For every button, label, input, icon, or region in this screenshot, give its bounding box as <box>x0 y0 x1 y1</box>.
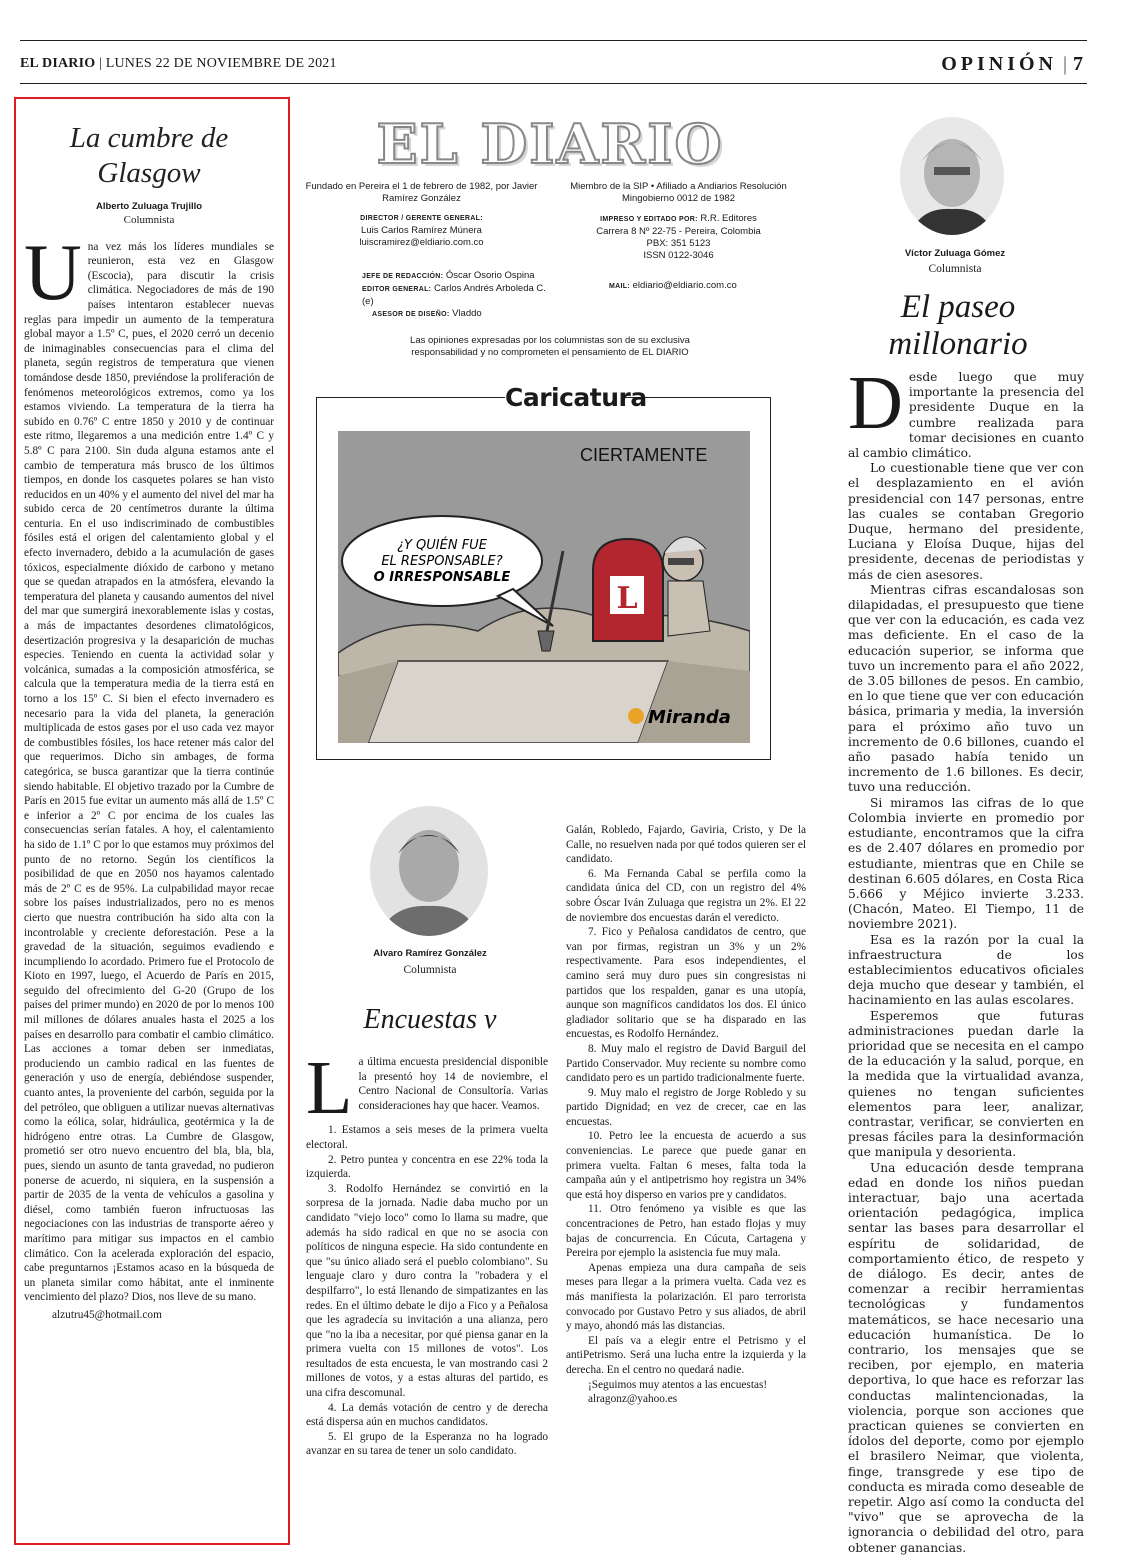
mail-block <box>553 270 800 321</box>
masthead-credits <box>300 181 800 270</box>
middle-paragraph-text: a última encuesta presidencial disponible la presentó hoy 14 de noviembre, el Centro Nacional de Consultoría. Varias consideraciones hay que hacer. Veamos. <box>358 1056 548 1112</box>
author-portrait-right <box>900 117 1004 235</box>
middle-paragraph: 11. Otro fenómeno ya visible es que las concentraciones de Petro, han estado flojas y muy bajas de concurrencia. En Cúcuta, Cartagena y Pereira por ejemplo la asistencia fue muy mala. <box>566 1203 806 1260</box>
left-article <box>14 97 290 1545</box>
middle-paragraph: 6. Ma Fernanda Cabal se perfila como la candidata única del CD, con un registro del 4% sobre Óscar Iván Zuluaga que registra un 2%. El 22 de noviembre dos encuestas darán el veredicto. <box>566 867 806 924</box>
printer-name: R.R. Editores <box>700 213 757 224</box>
bubble-line-1: ¿Y QUIÉN FUE <box>397 538 487 553</box>
header-rule <box>20 83 1087 84</box>
right-article-role: Columnista <box>928 263 982 275</box>
header-divider: | <box>99 56 106 71</box>
peeking-man-body <box>668 581 710 636</box>
cartoon-caption: CIERTAMENTE <box>580 445 708 465</box>
right-paragraph: Si miramos las cifras de lo que Colombia invierte en promedio por estudiante, encontramos que la cifra es de 2.407 dólares en promedio por estudiante, mientras que en Chile se destinan 6.605 dólares, en Costa Rica 5.666 y Méjico invierte 3.233.(Chacón, Mateo. El Tiempo, 11 de noviembre 2021). <box>848 795 1084 932</box>
issue-date: LUNES 22 DE NOVIEMBRE DE 2021 <box>105 56 337 71</box>
mail-value: eldiario@eldiario.com.co <box>632 280 737 291</box>
peeking-man-glasses <box>668 558 694 565</box>
director-name: Luis Carlos Ramírez Múnera <box>361 225 482 236</box>
right-paragraph: Mientras cifras escandalosas son dilapidadas, el presupuesto que tiene que ver con la educación, es cada vez mas deficiente. En el caso de la educación superior, se informa que tuvo un incremento para el año 2022, de 3.05 billones de pesos. En cambio, en lo que tiene que ver con educación básica, primaria y media, la inversión para el próximo año tuvo un incremento de 0.6 billones, cuando el año pasado había tenido un incremento de 1.6 billones. Es decir, tuvo una reducción. <box>848 582 1084 795</box>
middle-article-role: Columnista <box>403 964 457 976</box>
right-article-title: El paseo millonario <box>888 289 1028 362</box>
bubble-line-3: O IRRESPONSABLE <box>373 570 511 585</box>
member-note: Miembro de la SIP • Afiliado a Andiarios Resolución Mingobierno 0012 de 1982 <box>570 181 787 204</box>
right-article-body <box>848 361 1084 1556</box>
middle-paragraph: 3. Rodolfo Hernández se convirtió en la sorpresa de la jornada. Nadie daba mucho por un candidato "viejo loco" como lo llama su madre, que además ha sido radical en que no se asocia con políticos de ninguna especie. Ha sido contundente en que "su único aliado será el pueblo colombiano". Su lenguaje claro y duro contra la "robadera y el despilfarro", lo está llenando de simpatizantes en las redes. En el último debate le dijo a Fico y a Peñalosa que les agradecía su invitación a una alianza, pero que "no la iba a necesitar, por qué piensa ganar en la primera vuelta con 15 millones de votos". Los resultados de esta encuesta, le van mostrando casi 2 millones de votos, y a estas alturas del partido, es una cifra descomunal. <box>306 1182 548 1400</box>
editor-block <box>300 270 553 321</box>
printer-address: Carrera 8 Nº 22-75 - Pereira, Colombia <box>596 226 761 237</box>
right-paragraph: Esa es la razón por la cual la infraestructura de los establecimientos educativos oficiales deja mucho que desear y también, el hacinamiento en las aulas escolares. <box>848 932 1084 1008</box>
editor-value-0: Óscar Osorio Ospina <box>445 270 535 281</box>
middle-paragraph: 4. La demás votación de centro y de derecha está dispersa aún en muchos candidatos. <box>306 1401 548 1429</box>
author-portrait-middle <box>370 806 488 936</box>
left-article-text: na vez más los líderes mundiales se reunieron, esta vez en Glasgow (Escocia), para discutir la crisis climática. Negociadores de más de 190 países intentaron establecer nuevas reglas para impedir un aumento de la temperatura global mayor a 1.5º C, pues, el 2020 cerró un decenio de inimaginables consecuencias para el clima del planeta, según registros de temperatura que vienen tomándose desde 1850, previéndose la proliferación de fenómenos meteorológicos extremos, como ya los estamos viviendo. La temperatura de la tierra ha subido en 0.76º C entre 1850 y 2010 y de continuar este ritmo, llegaremos a una medición entre 1.4º C y 5.8º C para 2100. Sin duda alguna estamos ante el cambio de temperatura más brusco de los últimos tiempos, en donde los casquetes polares se han visto reducidos en un 40% y el aumento del nivel del mar ha subido cerca de 20 centímetros durante la última centuria. En el uso indiscriminado de combustibles fósiles está el origen del calentamiento global y el efecto invernadero, debido a la acumulación de gases tóxicos, especialmente dióxido de carbono y metano que se quedan atrapados en la atmósfera, elevando la temperatura del planeta y causando aumentos del nivel del mar que sumergirá inexorablemente islas y costas, a más de impactantes desordenes climatológicos, desertización progresiva y la desaparición de muchas especies. Teniendo en cuenta la actividad solar y volcánica, sumadas a la composición atmosférica, se calcula que la temperatura media de la tierra está en torno a los 15º C. Si bien el efecto invernadero es necesario para la vida del planeta, la generación multiplicada de estos gases por el uso cada vez mayor de combustibles fósiles, los hace retener más calor del que requerimos. Dicho sin ambages, de forma categórica, se busca garantizar que la tierra continúe siendo habitable. El objetivo trazado por la Cumbre de París en 2015 fue evitar un aumento más allá de 1.5º C e inferior a 2º C por encima de los cuales las consecuencias serían fatales. A hoy, el calentamiento ha sido de 1.1º C por lo que estamos muy próximos del punto de no retorno. Según los científicos la posibilidad de que en 2050 nos hayamos calentado más de 2º C es de 95%. La culpabilidad mayor recae sobre los países industrializados, pero no es menos cierto que nuestra contribución ha sido alta con la incontrolable y creciente deforestación. Pese a la gravedad de la situación, seguimos evadiendo e incumpliendo lo acordado. Primero fue el Protocolo de Kioto en 1997, luego, el Acuerdo de París en 2015, seguido del ofrecimiento del G-20 (Grupo de los países del primer mundo) en 2020 de por lo menos 100 mil millones de dólares anuales hasta el 2025 a los países en desarrollo para combatir el cambio climático. Las acciones a tomar deben ser inmediatas, produciendo un cambio radical en las fuentes de generación y uso de energía, debiéndose suspender, cuanto antes, la proveniente del carbón, seguida por la del petróleo, que obliguen a utilizar nuevas alternativas como la eólica, solar, hidráulica, geotérmica y la de hidrógeno entre otras. La Cumbre de Glasgow, prometió ser otro nuevo encuentro del bla, bla, bla, pues, siendo un asunto de tanta gravedad, no pudieron ponerse de acuerdo, ni siquiera, en la suspensión a partir de 2035 de la venta de vehículos a gasolina y diésel, como también fueron infructuosas las negociaciones con las industrias de transporte aéreo y marítimo para mitigar sus impactos en el cambio climático. Con la acelerada exploración del espacio, cabe preguntarnos ¡Estamos acaso en la búsqueda de un planeta similar como hábitat, ante el inminente vencimiento del plazo? Dios, nos lleve de su mano. <box>24 240 274 1304</box>
middle-paragraph: 9. Muy malo el registro de Jorge Robledo y su partido Dignidad; en vez de crecer, cae en las encuestas. <box>566 1086 806 1128</box>
editor-label-0: JEFE DE REDACCIÓN: <box>362 273 444 280</box>
middle-article-col2 <box>566 823 806 1407</box>
page-number: 7 <box>1073 53 1087 75</box>
editor-value-2: Vladdo <box>452 308 482 319</box>
middle-article-col1 <box>306 1046 548 1459</box>
right-paragraph: Una educación desde temprana edad en donde los niños puedan interactuar, bajo una acertada orientación pedagógica, implica sentar las bases para desarrollar el espíritu de solidaridad, de comportamiento ético, de respeto y de diálogo. Es decir, antes de comenzar a recibir herramientas tecnológicas y fundamentos matemáticos, se hace necesario una educación humanística. De lo contrario, los mensajes que se reciben, por ejemplo, en materia deportiva, lo que hace es reforzar las conductas malintencionadas, la violencia, porque son acciones que practican quienes se convierten en ídolos del deporte, como por ejemplo el brasilero Neimar, que violenta, finge, transgrede y ese tipo de conducta es mirada como deseable de repetir. Algo así como la conducta del "vivo" que se aprovecha de la ignorancia o debilidad del otro, para obtener ganancias. <box>848 1160 1084 1555</box>
right-paragraph-text: esde luego que muy importante la presencia del presidente Duque en la cumbre realizada para tomar decisiones en cuanto al cambio climático. <box>848 370 1084 461</box>
middle-paragraph: 8. Muy malo el registro de David Barguil del Partido Conservador. Muy reciente su nombre como candidato pero es un partido tradicionalmente fuerte. <box>566 1042 806 1085</box>
editor-row <box>300 270 800 321</box>
cartoon-illustration <box>338 431 750 743</box>
director-block <box>300 213 543 262</box>
middle-paragraph: Galán, Robledo, Fajardo, Gaviria, Cristo, y De la Calle, no resuelven nada por qué todos quieren ser el candidato. <box>566 824 806 866</box>
middle-paragraph: ¡Seguimos muy atentos a las encuestas! <box>588 1378 768 1391</box>
printer-label: IMPRESO Y EDITADO POR: <box>600 216 698 223</box>
cartoon-signature: Miranda <box>648 707 731 728</box>
middle-paragraph: 5. El grupo de la Esperanza no ha logrado avanzar en su tarea de tener un solo candidato. <box>306 1430 548 1458</box>
editor-value-1: Carlos Andrés Arboleda C. (e) <box>362 283 546 307</box>
section-header <box>941 53 1087 76</box>
founded-note: Fundado en Pereira el 1 de febrero de 1982, por Javier Ramírez González <box>305 181 538 204</box>
section-divider: | <box>1062 53 1067 75</box>
middle-paragraph: 2. Petro puntea y concentra en ese 22% toda la izquierda. <box>306 1153 548 1181</box>
middle-paragraph: El país va a elegir entre el Petrismo y el antiPetrismo. Será una lucha entre la izquierda y la derecha. En el centro no quedará nadie. <box>566 1334 806 1376</box>
right-article-dropcap: D <box>848 361 903 445</box>
middle-paragraph <box>306 1046 548 1130</box>
right-paragraph: Lo cuestionable tiene que ver con el desplazamiento en el avión presidencial con 147 personas, entre las cuales se contaban Gregorio Duque, hermano del presidente, Luciana y Eloísa Duque, hijas del presidente, decenas de periodistas y más de cien asesores. <box>848 461 1084 582</box>
author-photo-right <box>900 117 1004 235</box>
disclaimer: Las opiniones expresadas por los columnistas son de su exclusiva responsabilidad y no comprometen el pensamiento de EL DIARIO <box>410 335 690 358</box>
middle-article-email: alragonz@yahoo.es <box>588 1393 678 1406</box>
left-article-title: La cumbre de Glasgow <box>69 122 229 189</box>
middle-paragraph: Apenas empieza una dura campaña de seis meses para llegar a la primera vuelta. Cada vez es más manifiesta la polarización. El paro terrorista convocado por Gustavo Petro y sus aliados, de abril y mayo, ahondó más las distancias. <box>566 1261 806 1333</box>
director-email: luiscramirez@eldiario.com.co <box>359 237 484 248</box>
middle-article-author: Alvaro Ramírez González <box>373 948 487 959</box>
printer-pbx: PBX: 351 5123 <box>646 238 711 249</box>
left-article-role: Columnista <box>123 213 175 226</box>
right-paragraph <box>848 361 1084 461</box>
open-grave <box>368 661 668 743</box>
mail-label: MAIL: <box>609 283 630 290</box>
top-rule <box>20 40 1087 41</box>
editor-label-2: ASESOR DE DISEÑO: <box>372 311 450 318</box>
middle-paragraph: 7. Fico y Peñalosa candidatos de centro, que van por firmas, registran un 3% y un 2% respectivamente. Para esos independientes, el camino será muy duro pues sin congresistas ni partidos que los respalden, ganar es una utopía, aunque son magníficos candidatos los dos. El único gladiador solitario que se ha disparado en las encuestas, es Rodolfo Hernández. <box>566 926 806 1041</box>
editor-label-1: EDITOR GENERAL: <box>362 286 432 293</box>
right-article-author: Víctor Zuluaga Gómez <box>904 248 1006 259</box>
author-photo-middle <box>370 806 488 936</box>
masthead <box>300 113 800 359</box>
masthead-logo: EL DIARIO <box>376 112 724 176</box>
left-article-body <box>24 228 274 1305</box>
issn: ISSN 0122-3046 <box>643 250 714 261</box>
left-article-dropcap: U <box>24 228 82 317</box>
cartoon-section-title: Caricatura <box>505 383 647 412</box>
tombstone-letter: L <box>616 581 638 616</box>
director-label: DIRECTOR / GERENTE GENERAL: <box>360 215 483 222</box>
paper-name: EL DIARIO <box>20 56 96 71</box>
middle-paragraph: 10. Petro lee la encuesta de acuerdo a sus conveniencias. Le parece que puede ganar en primera vuelta. Faltan 6 meses, falta toda la campaña aún y el antipetrismo hoy registra un 34% que está hoy disperso en varios pre y candidatos. <box>566 1130 806 1201</box>
right-paragraph: Esperemos que futuras administraciones puedan darle la prioridad que se necesita en el campo de la educación y la salud, porque, en la medida que la virtualidad avanza, quienes no tengan suficientes elementos para leer, analizar, contrastar, verificar, se convierten en presas fáciles para la desinformación que manipula y desorienta. <box>848 1008 1084 1160</box>
middle-article-title: Encuestas v <box>363 1004 497 1035</box>
signature-mark-icon <box>628 708 644 724</box>
header-dateline <box>20 56 337 72</box>
left-article-email: alzutru45@hotmail.com <box>52 1308 162 1321</box>
printer-block <box>557 213 800 262</box>
bubble-line-2: EL RESPONSABLE? <box>381 554 503 569</box>
middle-article-dropcap: L <box>306 1046 353 1130</box>
middle-paragraph: 1. Estamos a seis meses de la primera vuelta electoral. <box>306 1124 548 1151</box>
left-article-author: Alberto Zuluaga Trujillo <box>95 200 203 212</box>
section-name: OPINIÓN <box>941 53 1057 75</box>
